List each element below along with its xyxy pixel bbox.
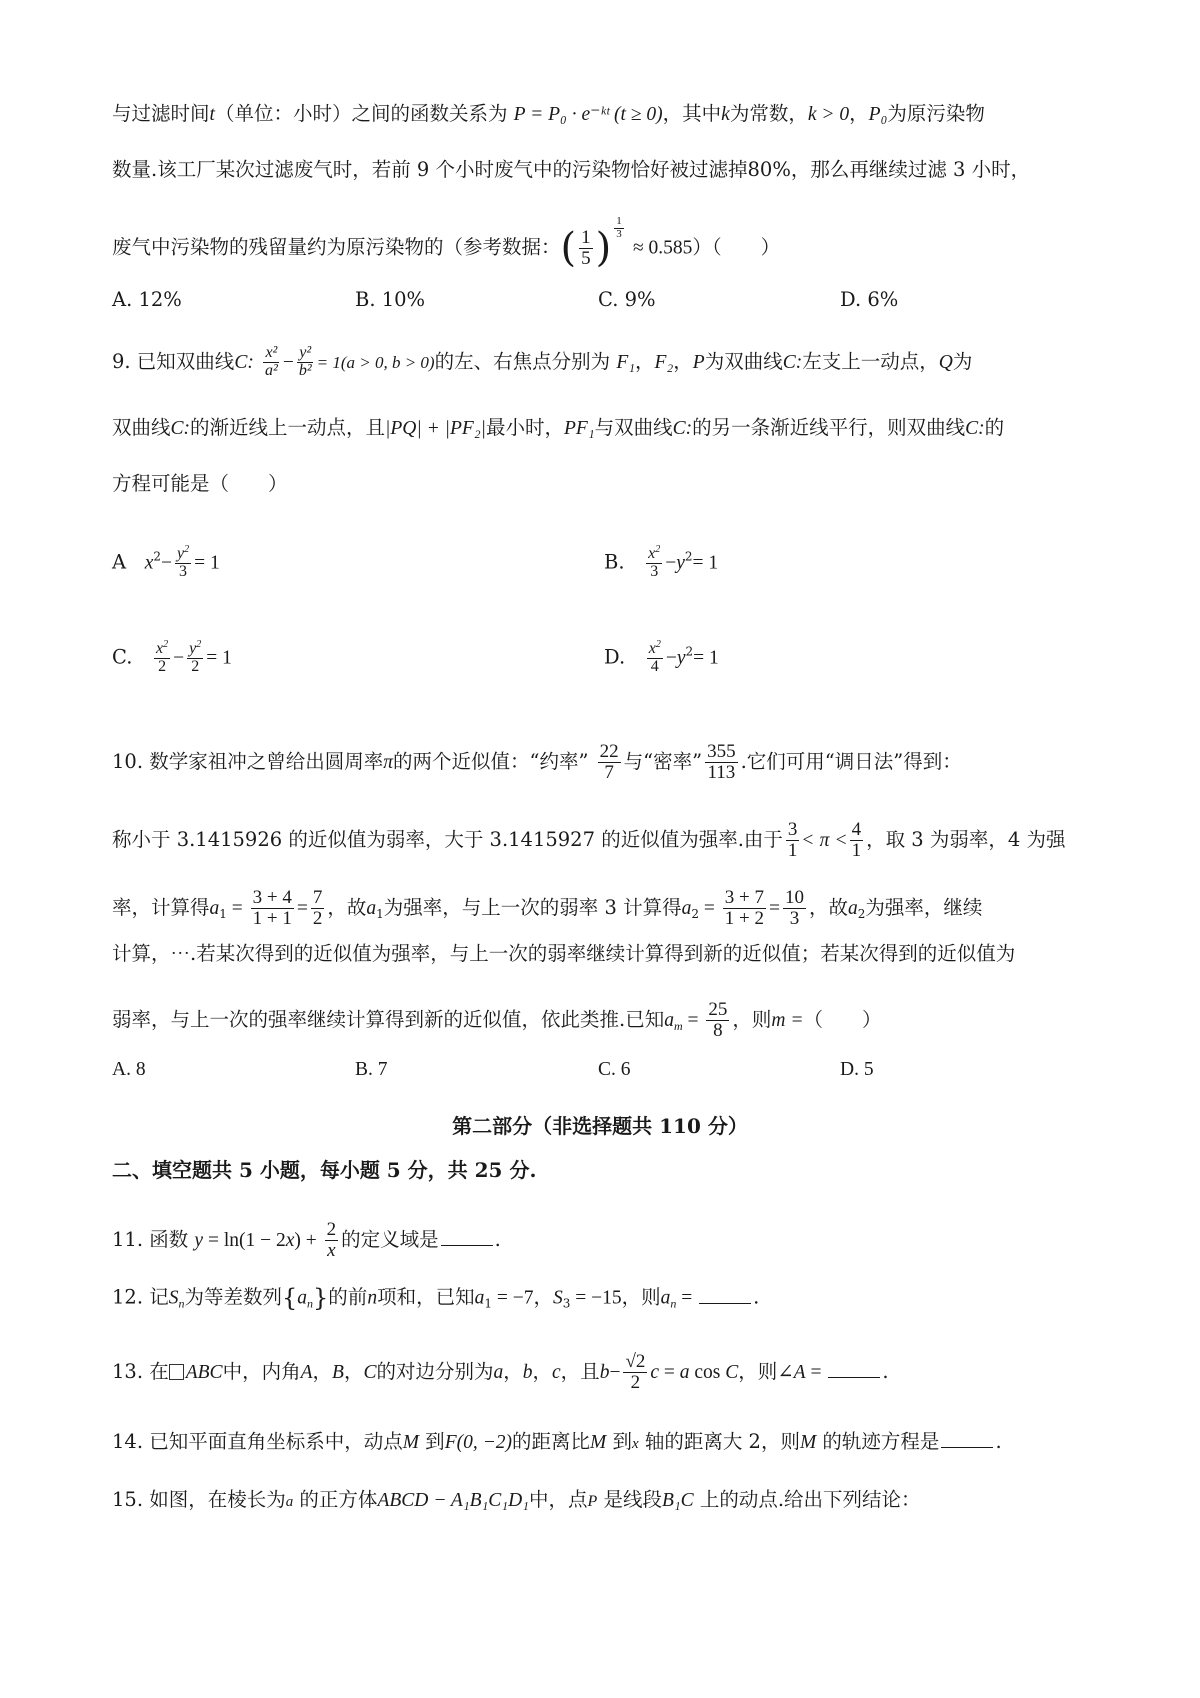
q9-text-line-2: 双曲线C:的渐近线上一动点，且|PQ| + |PF₂|最小时，PF₁与双曲线C:的另一条渐近线平行，则双曲线C:的 xyxy=(112,416,1005,439)
q9-text-line-3: 方程可能是（ ） xyxy=(112,472,288,495)
section2-title: 二、填空题共 5 小题，每小题 5 分，共 25 分. xyxy=(112,1158,537,1182)
q15-text: 15. 如图，在棱长为a 的正方体ABCD − A₁B₁C₁D₁中，点P 是线段B₁C 上的动点.给出下列结论： xyxy=(112,1488,921,1511)
q9-option-c[interactable]: C. $\frac{x^2}{2}$ − $\frac{y^2}{2}$ = 1 xyxy=(112,639,232,675)
q12-answer-blank[interactable] xyxy=(699,1289,751,1304)
q9-text-line-1: 9. 已知双曲线C: $\frac{\text{x²}}{\text{a²}}$ − $\frac{\text{y²}}{\text{b²}}$ = 1(a > 0, b > 0)的左、右焦点分别为 F₁，F₂，P为双曲线C:左支上一动点，Q为 xyxy=(112,344,973,379)
q8-text-line-2: 数量.该工厂某次过滤废气时，若前 9 个小时废气中的污染物恰好被过滤掉80%，那么再继续过滤 3 小时， xyxy=(112,158,1031,181)
q11-answer-blank[interactable] xyxy=(441,1231,493,1246)
q10-text-line-2: 称小于 3.1415926 的近似值为弱率，大于 3.1415927 的近似值为强率.由于 $\frac{3}{1}$ < π < $\frac{4}{1}$ ，取 3 为弱率，4 为强 xyxy=(112,819,1066,861)
q14-text: 14. 已知平面直角坐标系中，动点M 到F(0, −2)的距离比M 到x 轴的距离大 2，则M 的轨迹方程是 . xyxy=(112,1430,1002,1453)
part2-title: 第二部分（非选择题共 110 分） xyxy=(452,1114,748,1138)
q14-answer-blank[interactable] xyxy=(941,1433,993,1448)
q10-option-d[interactable]: D. 5 xyxy=(840,1059,874,1080)
q10-option-c[interactable]: C. 6 xyxy=(598,1059,631,1080)
q12-text: 12. 记$S_n$为等差数列$\{a_n\}$的前n项和，已知$a_1 = -7$，$S_3 = -15$，则$a_n$ = . xyxy=(112,1284,760,1312)
q8-option-d[interactable]: D. 6% xyxy=(840,288,899,311)
q10-option-a[interactable]: A. 8 xyxy=(112,1059,146,1080)
q9-option-b[interactable]: B. $\frac{x^2}{3}$ $-y^2= 1$ xyxy=(604,544,719,580)
q10-text-line-4: 计算，⋯.若某次得到的近似值为强率，与上一次的弱率继续计算得到新的近似值；若某次得到的近似值为 xyxy=(112,942,1016,965)
q8-text-line-1: 与过滤时间t（单位：小时）之间的函数关系为 P = P₀ · e⁻ᵏᵗ (t ≥ 0)，其中k为常数，k > 0，P₀为原污染物 xyxy=(112,102,985,125)
q11-text: 11. 函数 y = ln(1 − 2x) + $\frac{2}{x}$ 的定义域是 . xyxy=(112,1219,501,1261)
triangle-icon xyxy=(169,1364,184,1380)
q8-text-line-3: 废气中污染物的残留量约为原污染物的（参考数据：( $\frac{1}{5}$ ) $^{\frac{1}{3}}$ ≈ 0.585）（ ） xyxy=(112,215,781,272)
q10-option-b[interactable]: B. 7 xyxy=(355,1059,388,1080)
decay-formula: P = P₀ · e⁻ᵏᵗ (t ≥ 0) xyxy=(513,104,663,125)
q13-text: 13. 在 ABC中，内角A，B，C的对边分别为a，b，c，且b− $\frac{√2}{2}$ c = a cos C，则∠A = . xyxy=(112,1351,889,1393)
q8-option-a[interactable]: A. 12% xyxy=(112,288,182,311)
q10-text-line-5: 弱率，与上一次的强率继续计算得到新的近似值，依此类推.已知$a_m$ = $\frac{25}{8}$ ，则m =（ ） xyxy=(112,999,882,1041)
q9-option-a[interactable]: A $x^2-$ $\frac{y^2}{3}$ = 1 xyxy=(112,544,220,580)
q9-option-d[interactable]: D. $\frac{x^2}{4}$ $-y^2= 1$ xyxy=(604,639,719,675)
q8-option-b[interactable]: B. 10% xyxy=(355,288,426,311)
q10-text-line-1: 10. 数学家祖冲之曾给出圆周率π的两个近似值：“约率” $\frac{22}{7}$ 与“密率” $\frac{355}{113}$ .它们可用“调日法”得到： xyxy=(112,741,962,783)
q10-text-line-3: 率，计算得$a_1$ = $\frac{3 + 4}{1 + 1}$ = $\frac{7}{2}$ ，故$a_1$为强率，与上一次的弱率 3 计算得$a_2$ = $\frac{3 + 7}{1 + 2}$ = $\frac{10}{3}$ ，故$a_2$为强率，继续 xyxy=(112,887,983,929)
q8-option-c[interactable]: C. 9% xyxy=(598,288,656,311)
q13-answer-blank[interactable] xyxy=(828,1363,880,1378)
